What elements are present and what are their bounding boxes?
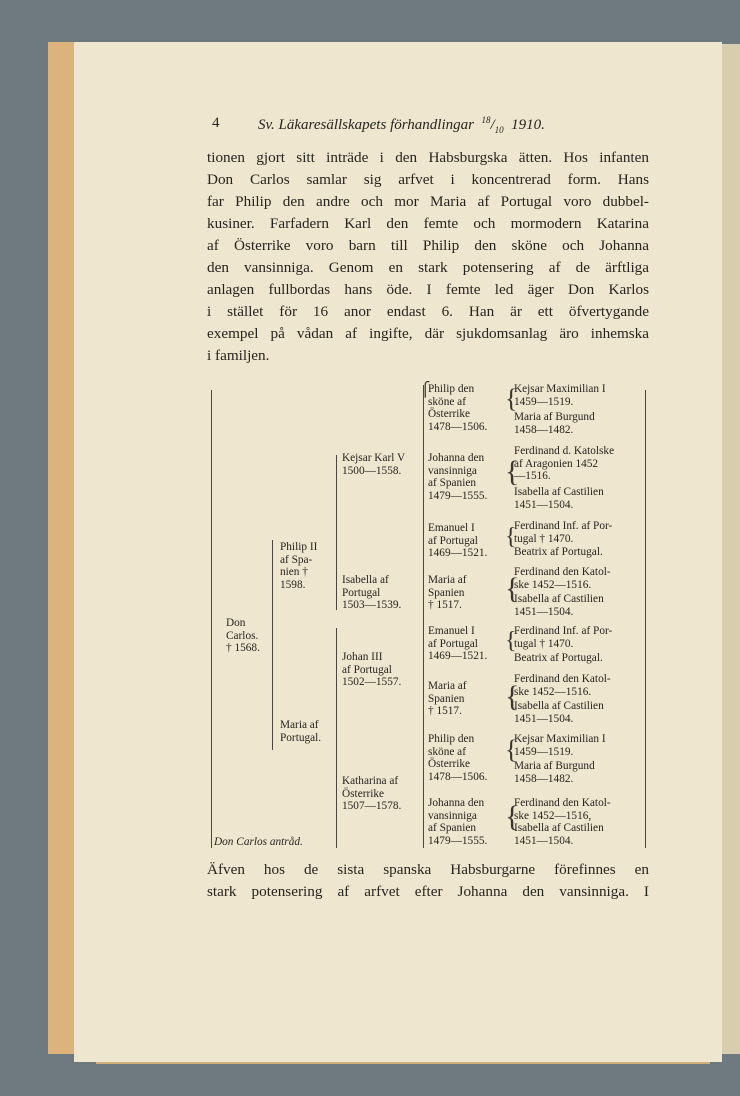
body-line: den vansinniga. Genom en stark potensering af de ärftliga [207,259,649,276]
mother-maria-af-portugal: Maria af Portugal. [280,719,322,744]
brace: { [505,384,518,413]
gen5-ancestor: Isabella af Castilien 1451—1504. [514,486,604,511]
body-line: i familjen. [207,347,270,364]
page-number: 4 [212,115,220,131]
running-head: Sv. Läkaresällskapets förhandlingar $^{18}/_{10}$ 1910. [258,115,545,135]
column-rule [423,385,424,848]
gen5-ancestor: Ferdinand Inf. af Por- tugal † 1470. [514,520,613,545]
gen5-ancestor: Ferdinand den Katol- ske 1452—1516. [514,566,611,591]
table-left-rule [211,390,212,848]
next-page-edge [722,44,740,1054]
body-line: tionen gjort sitt inträde i den Habsburgska ätten. Hos infanten [207,149,649,166]
body-line: kusiner. Farfadern Karl den femte och mormodern Katarina [207,215,649,232]
gen4-ancestor: Maria af Spanien † 1517. [428,574,467,612]
gen4-ancestor: Philip den sköne af Österrike 1478—1506. [428,733,488,783]
gen4-ancestor: Maria af Spanien † 1517. [428,680,467,718]
journal-title: Sv. Läkaresällskapets förhandlingar [258,117,474,133]
gen5-ancestor: Ferdinand den Katol- ske 1452—1516, [514,797,611,822]
column-rule [272,540,273,750]
proband-don-carlos: Don Carlos. † 1568. [226,617,260,655]
gen5-ancestor: Maria af Burgund 1458—1482. [514,760,595,785]
column-rule [336,455,337,610]
brace: { [505,735,518,764]
body-line: i stället för 16 anor endast 6. Han är ett öfvertygande [207,303,649,320]
column-rule [336,628,337,848]
brace: { [505,524,517,550]
gen5-ancestor: Kejsar Maximilian I 1459—1519. [514,383,606,408]
gen5-ancestor: Isabella af Castilien 1451—1504. [514,700,604,725]
table-right-rule [645,390,646,848]
paternal-grandfather: Kejsar Karl V 1500—1558. [342,452,406,477]
body-line: far Philip den andre och mor Maria af Portugal voro dubbel- [207,193,649,210]
brace: { [505,680,520,713]
maternal-grandfather: Johan III af Portugal 1502—1557. [342,651,402,689]
body-line: Don Carlos samlar sig arfvet i koncentrerad form. Hans [207,171,649,188]
gen5-ancestor: Maria af Burgund 1458—1482. [514,411,595,436]
body-line: af Österrike voro barn till Philip den sköne och Johanna [207,237,649,254]
gen5-ancestor: Kejsar Maximilian I 1459—1519. [514,733,606,758]
maternal-grandmother: Katharina af Österrike 1507—1578. [342,775,402,813]
gen4-ancestor: Johanna den vansinniga af Spanien 1479—1555. [428,797,488,847]
date-month: 10 [494,125,504,135]
table-caption: Don Carlos antråd. [214,836,303,848]
gen5-ancestor: Isabella af Castilien 1451—1504. [514,822,604,847]
brace: { [505,800,520,833]
brace: { [505,572,520,605]
body-line: Äfven hos de sista spanska Habsburgarne förefinnes en [207,861,649,878]
father-philip-ii: Philip II af Spa- nien † 1598. [280,541,318,591]
body-line: anlagen fullbordas hans öde. I femte led äger Don Karlos [207,281,649,298]
brace: { [505,628,517,654]
gen5-ancestor: Ferdinand Inf. af Por- tugal † 1470. [514,625,613,650]
gen5-ancestor: Beatrix af Portugal. [514,652,603,664]
gen4-ancestor: Emanuel I af Portugal 1469—1521. [428,522,488,560]
body-line: exempel på vådan af ingifte, där sjukdomsanlag äro inhemska [207,325,649,342]
date-day: 18 [481,115,491,125]
gen4-ancestor: Philip den sköne af Österrike 1478—1506. [428,383,488,433]
gen4-ancestor: Emanuel I af Portugal 1469—1521. [428,625,488,663]
spine-edge [48,42,77,1054]
gen5-ancestor: Beatrix af Portugal. [514,546,603,558]
brace: ⎧ [420,383,431,398]
paternal-grandmother: Isabella af Portugal 1503—1539. [342,574,402,612]
body-line: stark potensering af arfvet efter Johanna den vansinniga. I [207,883,649,900]
gen5-ancestor: Isabella af Castilien 1451—1504. [514,593,604,618]
gen5-ancestor: Ferdinand d. Katolske af Aragonien 1452 —1516. [514,445,615,483]
brace: { [505,455,520,488]
gen4-ancestor: Johanna den vansinniga af Spanien 1479—1555. [428,452,488,502]
gen5-ancestor: Ferdinand den Katol- ske 1452—1516. [514,673,611,698]
year: 1910. [511,117,545,133]
